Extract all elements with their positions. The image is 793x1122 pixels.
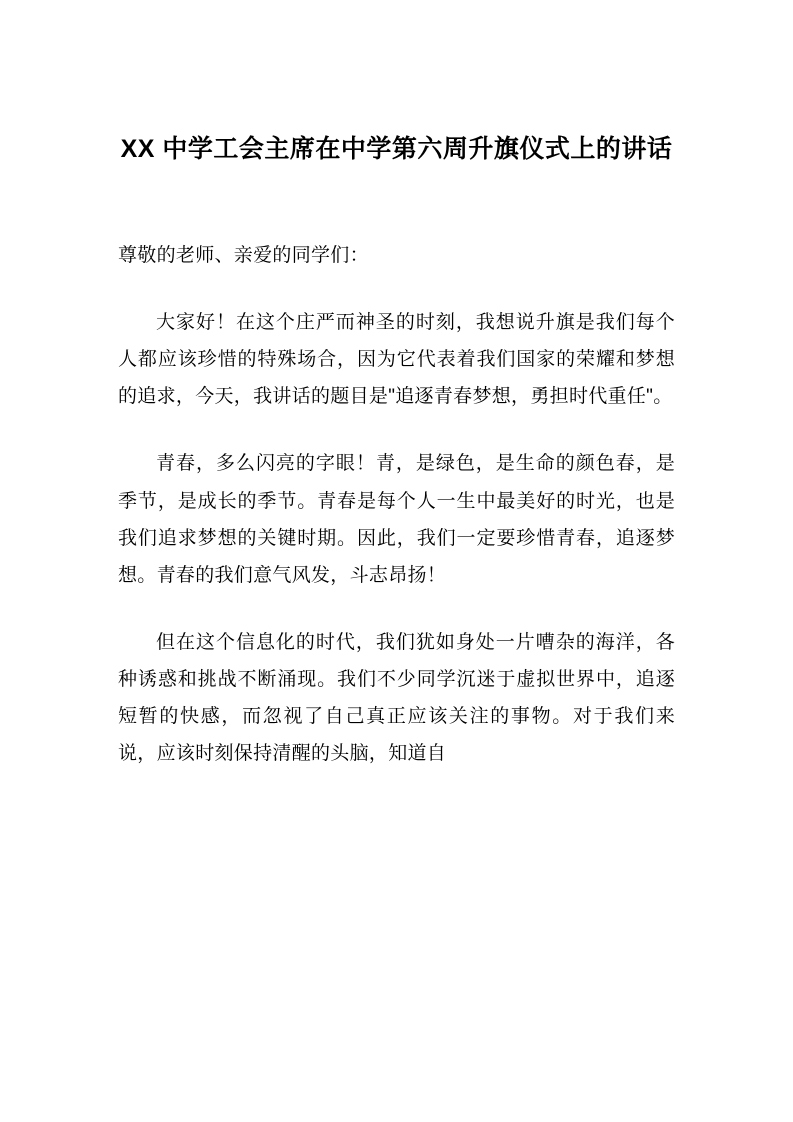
body-paragraph-3: 但在这个信息化的时代，我们犹如身处一片嘈杂的海洋，各种诱惑和挑战不断涌现。我们不少同学沉迷于虚拟世界中，追逐短暂的快感，而忽视了自己真正应该关注的事物。对于我们来说，应该时刻保持清醒的头脑，知道自 <box>118 631 675 764</box>
salutation-line: 尊敬的老师、亲爱的同学们： <box>118 245 369 267</box>
page-title: XX 中学工会主席在中学第六周升旗仪式上的讲话 <box>120 135 673 163</box>
body-paragraph-1: 大家好！在这个庄严而神圣的时刻，我想说升旗是我们每个人都应该珍惜的特殊场合，因为它代表着我们国家的荣耀和梦想的追求，今天，我讲话的题目是"追逐青春梦想，勇担时代重任"。 <box>118 312 675 408</box>
body-paragraph-2: 青春，多么闪亮的字眼！青，是绿色，是生命的颜色春，是季节，是成长的季节。青春是每个人一生中最美好的时光，也是我们追求梦想的关键时期。因此，我们一定要珍惜青春，追逐梦想。青春的我们意气风发，斗志昂扬！ <box>118 453 675 586</box>
